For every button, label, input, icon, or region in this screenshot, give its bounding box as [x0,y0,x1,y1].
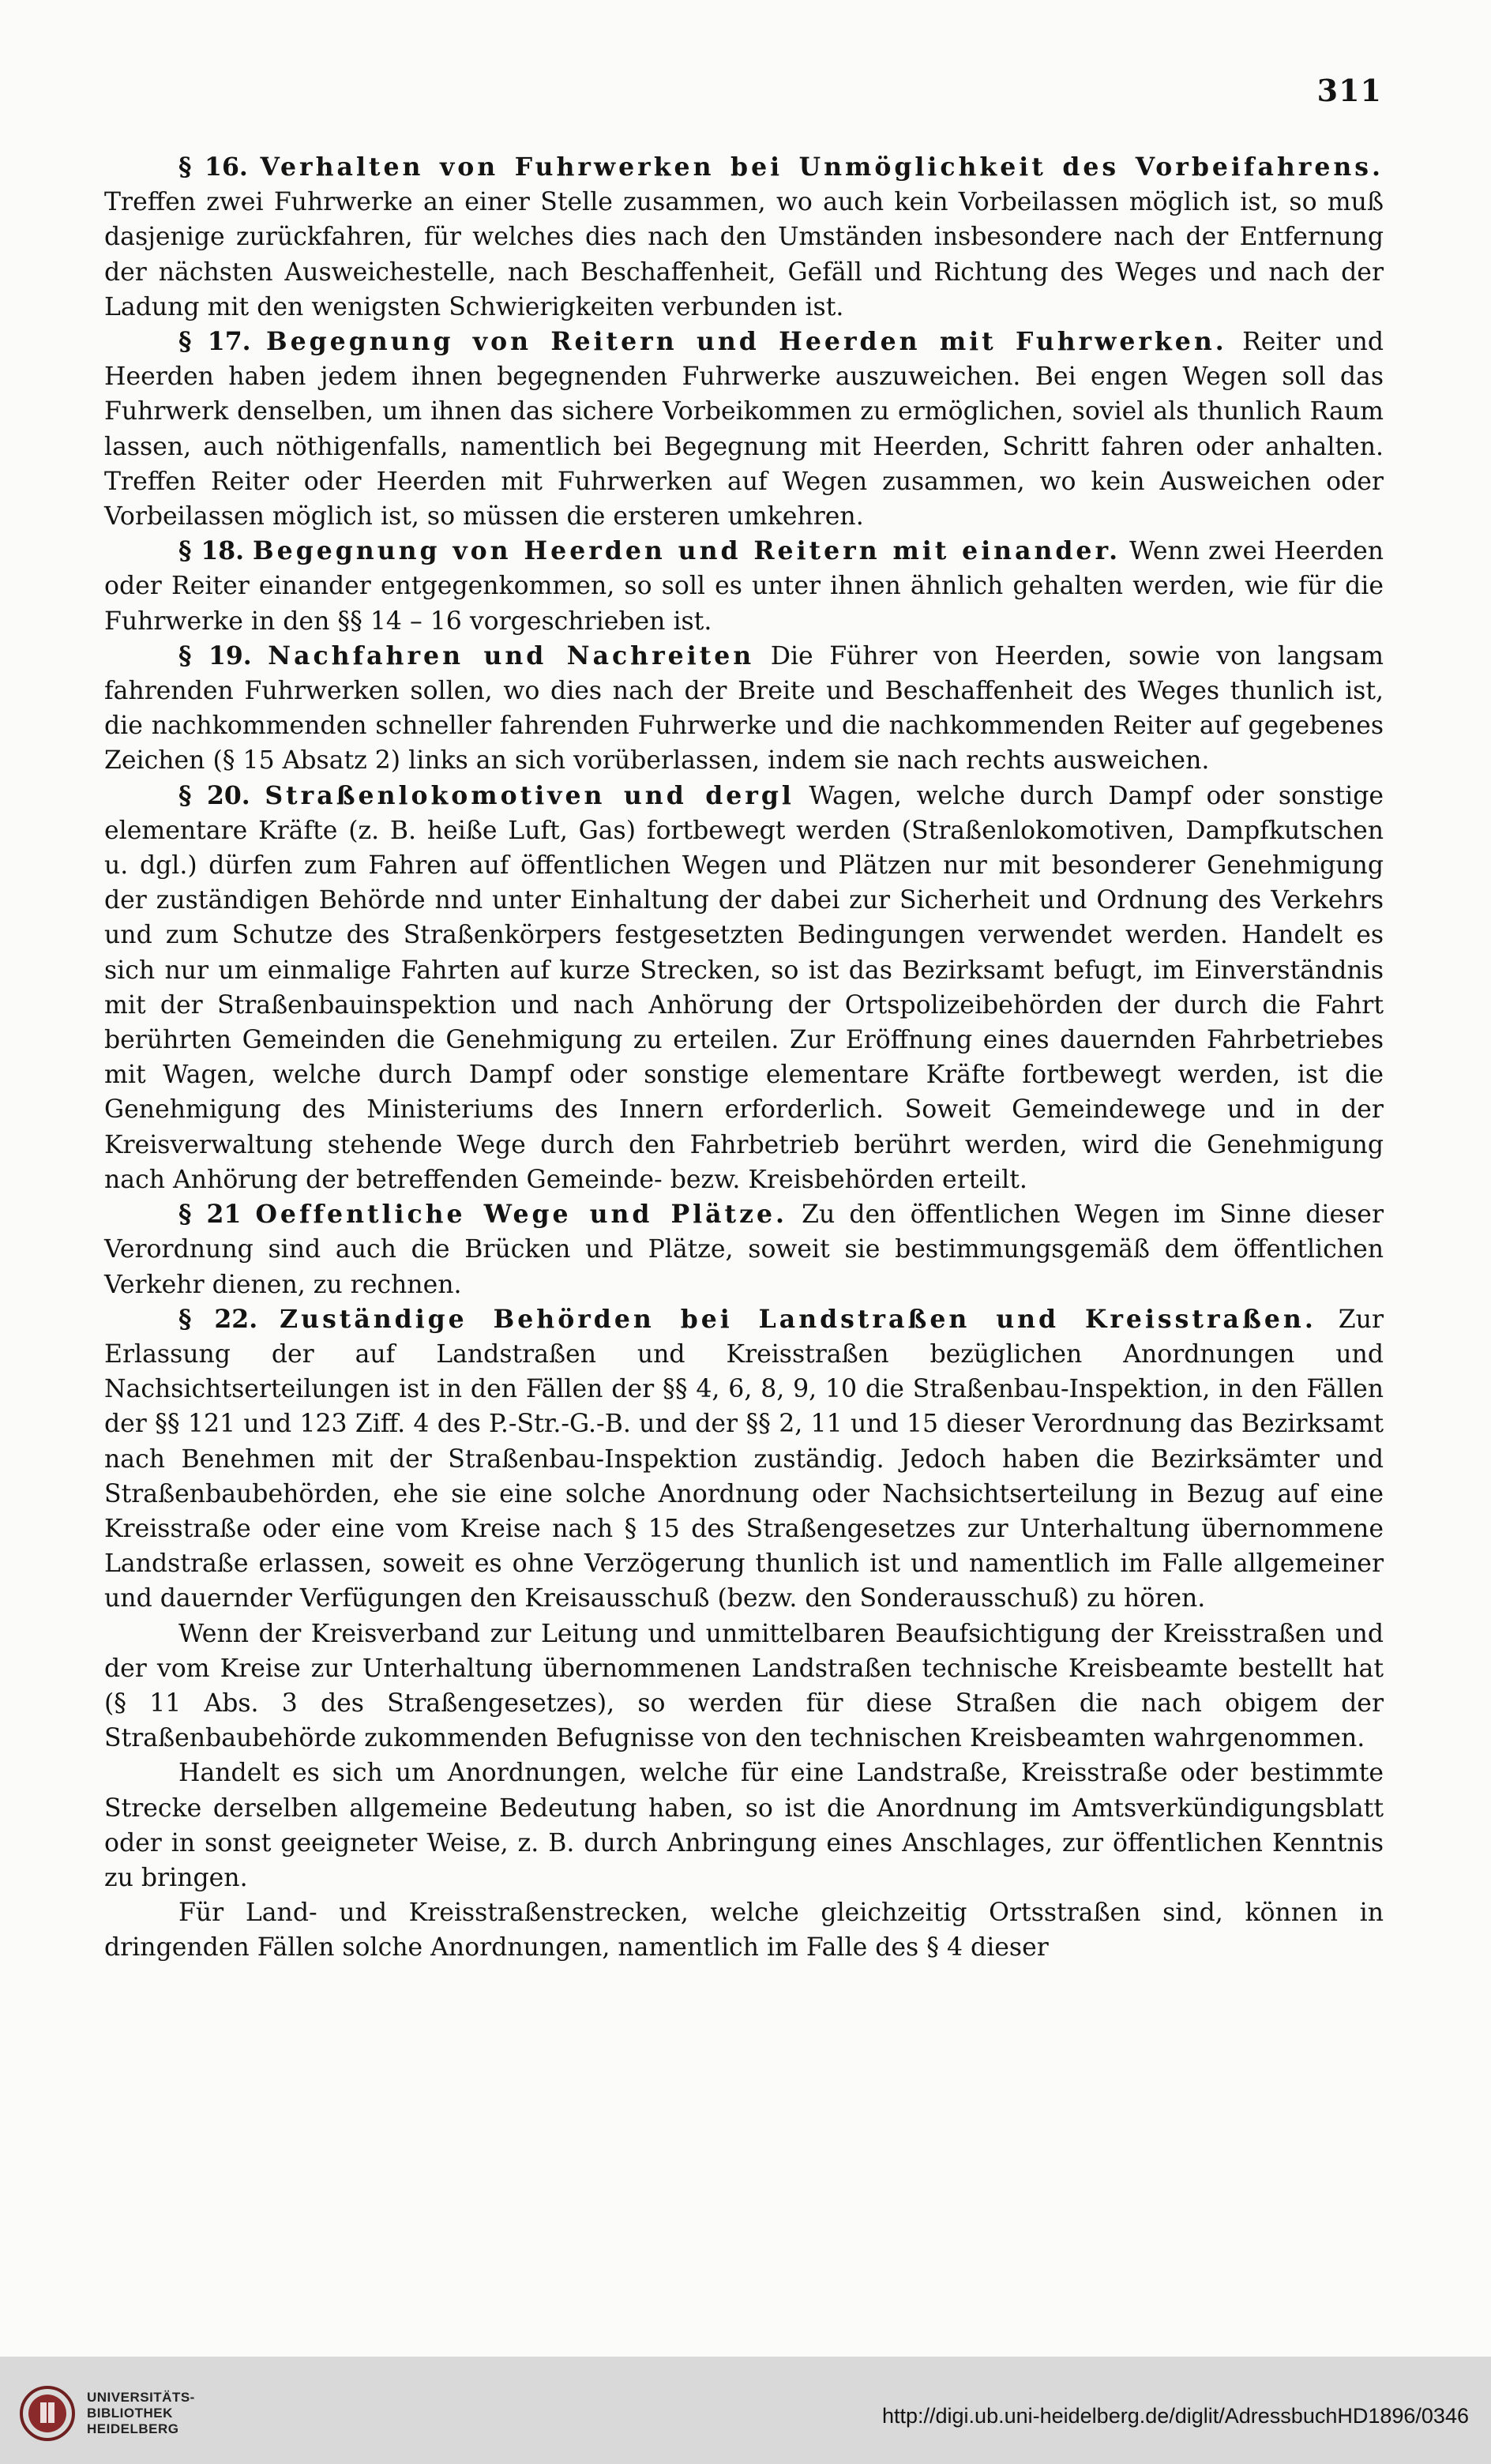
paragraph-ortsstrassen: Für Land- und Kreisstraßenstrecken, welche gleichzeitig Ortsstraßen sind, können in dringenden Fällen solche Anordnungen, namentlich im Falle des § 4 dieser [104,1899,1384,1963]
paragraph-kreisverband: Wenn der Kreisverband zur Leitung und unmittelbaren Beaufsichtigung der Kreisstraßen und der vom Kreise zur Unterhaltung übernommenen Landstraßen technische Kreisbeamte bestellt hat (§ 11 Abs. 3 des Straßengesetzes), so werden für diese Straßen die nach obigem der Straßenbaubehörde zukommenden Befugnisse von den technischen Kreisbeamten wahrgenommen. [104,1619,1384,1753]
library-seal-icon [19,2385,76,2442]
section-text: Reiter und Heerden haben jedem ihnen begegnenden Fuhrwerke auszuweichen. Bei engen Wegen soll das Fuhrwerk denselben, um ihnen das sichere Vorbeikommen zu ermöglichen, soviel als thunlich Raum lassen, auch nöthigenfalls, namentlich bei Begegnung mit Heerden, Schritt fahren oder anhalten. Treffen Reiter oder Heerden mit Fuhrwerken auf Wegen zusammen, wo kein Ausweichen oder Vorbeilassen möglich ist, so müssen die ersteren umkehren. [104,328,1384,531]
page-number: 311 [1316,73,1382,108]
library-line-3: HEIDELBERG [87,2421,179,2436]
section-text: Wagen, welche durch Dampf oder sonstige elementare Kräfte (z. B. heiße Luft, Gas) fortbewegt werden (Straßenlokomotiven, Dampfkutschen u. dgl.) dürfen zum Fahren auf öffentlichen Wegen und Plätzen nur mit besonderer Genehmigung der zuständigen Behörde nnd unter Einhaltung der dabei zur Sicherheit und Ordnung des Verkehrs und zum Schutze des Straßenkörpers festgesetzten Bedingungen verwendet werden. Handelt es sich nur um einmalige Fahrten auf kurze Strecken, so ist das Bezirksamt befugt, im Einverständnis mit der Straßenbauinspektion und nach Anhörung der Ortspolizeibehörden der durch die Fahrt berührten Gemeinden die Genehmigung zu erteilen. Zur Eröffnung eines dauernden Fahrbetriebes mit Wagen, welche durch Dampf oder sonstige elementare Kräfte fortbewegt werden, ist die Genehmigung des Ministeriums des Innern erforderlich. Soweit Gemeindewege und in der Kreisverwaltung stehende Wege durch den Fahrbetrieb berührt werden, wird die Genehmigung nach Anhörung der betreffenden Gemeinde- bezw. Kreisbehörden erteilt. [104,781,1384,1194]
section-number: § 22. [178,1304,258,1334]
section-19 [104,639,1384,779]
section-text: Die Führer von Heerden, sowie von langsam fahrenden Fuhrwerken sollen, wo dies nach der Breite und Beschaffenheit des Weges thunlich ist, die nachkommenden schneller fahrenden Fuhrwerke und die nachkommenden Reiter auf gegebenes Zeichen (§ 15 Absatz 2) links an sich vorüberlassen, indem sie nach rechts ausweichen. [104,641,1384,776]
text-block [104,150,1384,1966]
source-url-link[interactable]: http://digi.ub.uni-heidelberg.de/diglit/AdressbuchHD1896/0346 [881,2404,1469,2428]
section-number: § 17. [178,327,251,357]
section-text: Wenn zwei Heerden oder Reiter einander entgegenkommen, so soll es unter ihnen ähnlich gehalten werden, wie für die Fuhrwerke in den §§ 14 – 16 vorgeschrieben ist. [104,537,1384,636]
library-line-1: UNIVERSITÄTS- [87,2390,195,2405]
section-number: § 21 [178,1200,242,1230]
section-16 [104,150,1384,325]
section-heading: Verhalten von Fuhrwerken bei Unmöglichkeit des Vorbeifahrens. [260,152,1384,182]
section-heading: Oeffentliche Wege und Plätze. [255,1200,788,1230]
section-text: Zur Erlassung der auf Landstraßen und Kreisstraßen bezüglichen Anordnungen und Nachsichtserteilungen ist in den Fällen der §§ 4, 6, 8, 9, 10 die Straßenbau-Inspektion, in den Fällen der §§ 121 und 123 Ziff. 4 des P.-Str.-G.-B. und der §§ 2, 11 und 15 dieser Verordnung das Bezirksamt nach Benehmen mit der Straßenbau-Inspektion zuständig. Jedoch haben die Bezirksämter und Straßenbaubehörden, ehe sie eine solche Anordnung oder Nachsichtserteilung in Bezug auf eine Kreisstraße oder eine vom Kreise nach § 15 des Straßengesetzes zur Unterhaltung übernommene Landstraße erlassen, soweit es ohne Verzögerung thunlich ist und namentlich im Falle allgemeiner und dauernder Verfügungen den Kreisausschuß (bezw. den Sonderausschuß) zu hören. [104,1305,1384,1613]
section-heading: Nachfahren und Nachreiten [268,640,755,670]
section-20 [104,779,1384,1197]
paragraph-anordnungen: Handelt es sich um Anordnungen, welche für eine Landstraße, Kreisstraße oder bestimmte Strecke derselben allgemeine Bedeutung haben, so ist die Anordnung im Amtsverkündigungsblatt oder in sonst geeigneter Weise, z. B. durch Anbringung eines Anschlages, zur öffentlichen Kenntnis zu bringen. [104,1759,1384,1892]
section-text: Zu den öffentlichen Wegen im Sinne dieser Verordnung sind auch die Brücken und Plätze, soweit sie bestimmungsgemäß dem öffentlichen Verkehr dienen, zu rechnen. [104,1200,1384,1299]
section-21 [104,1197,1384,1302]
library-logo[interactable] [19,2385,195,2442]
section-number: § 18. [178,536,245,566]
section-17 [104,325,1384,534]
library-line-2: BIBLIOTHEK [87,2406,173,2421]
section-heading: Begegnung von Heerden und Reitern mit einander. [253,536,1121,566]
library-name [87,2390,195,2437]
section-number: § 19. [178,640,252,670]
section-number: § 16. [178,152,248,182]
section-22 [104,1302,1384,1617]
section-text: Treffen zwei Fuhrwerke an einer Stelle zusammen, wo auch kein Vorbeilassen möglich ist, so muß dasjenige zurückfahren, für welches dies nach den Umständen insbesondere nach der Entfernung der nächsten Ausweichestelle, nach Beschaffenheit, Gefäll und Richtung des Weges und nach der Ladung mit den wenigsten Schwierigkeiten verbunden ist. [104,188,1384,321]
section-heading: Zuständige Behörden bei Landstraßen und Kreisstraßen. [280,1304,1316,1334]
section-18 [104,534,1384,639]
footer-bar [0,2357,1491,2464]
section-number: § 20. [178,780,250,810]
section-heading: Begegnung von Reitern und Heerden mit Fuhrwerken. [265,327,1227,357]
section-heading: Straßenlokomotiven und dergl [265,780,794,810]
